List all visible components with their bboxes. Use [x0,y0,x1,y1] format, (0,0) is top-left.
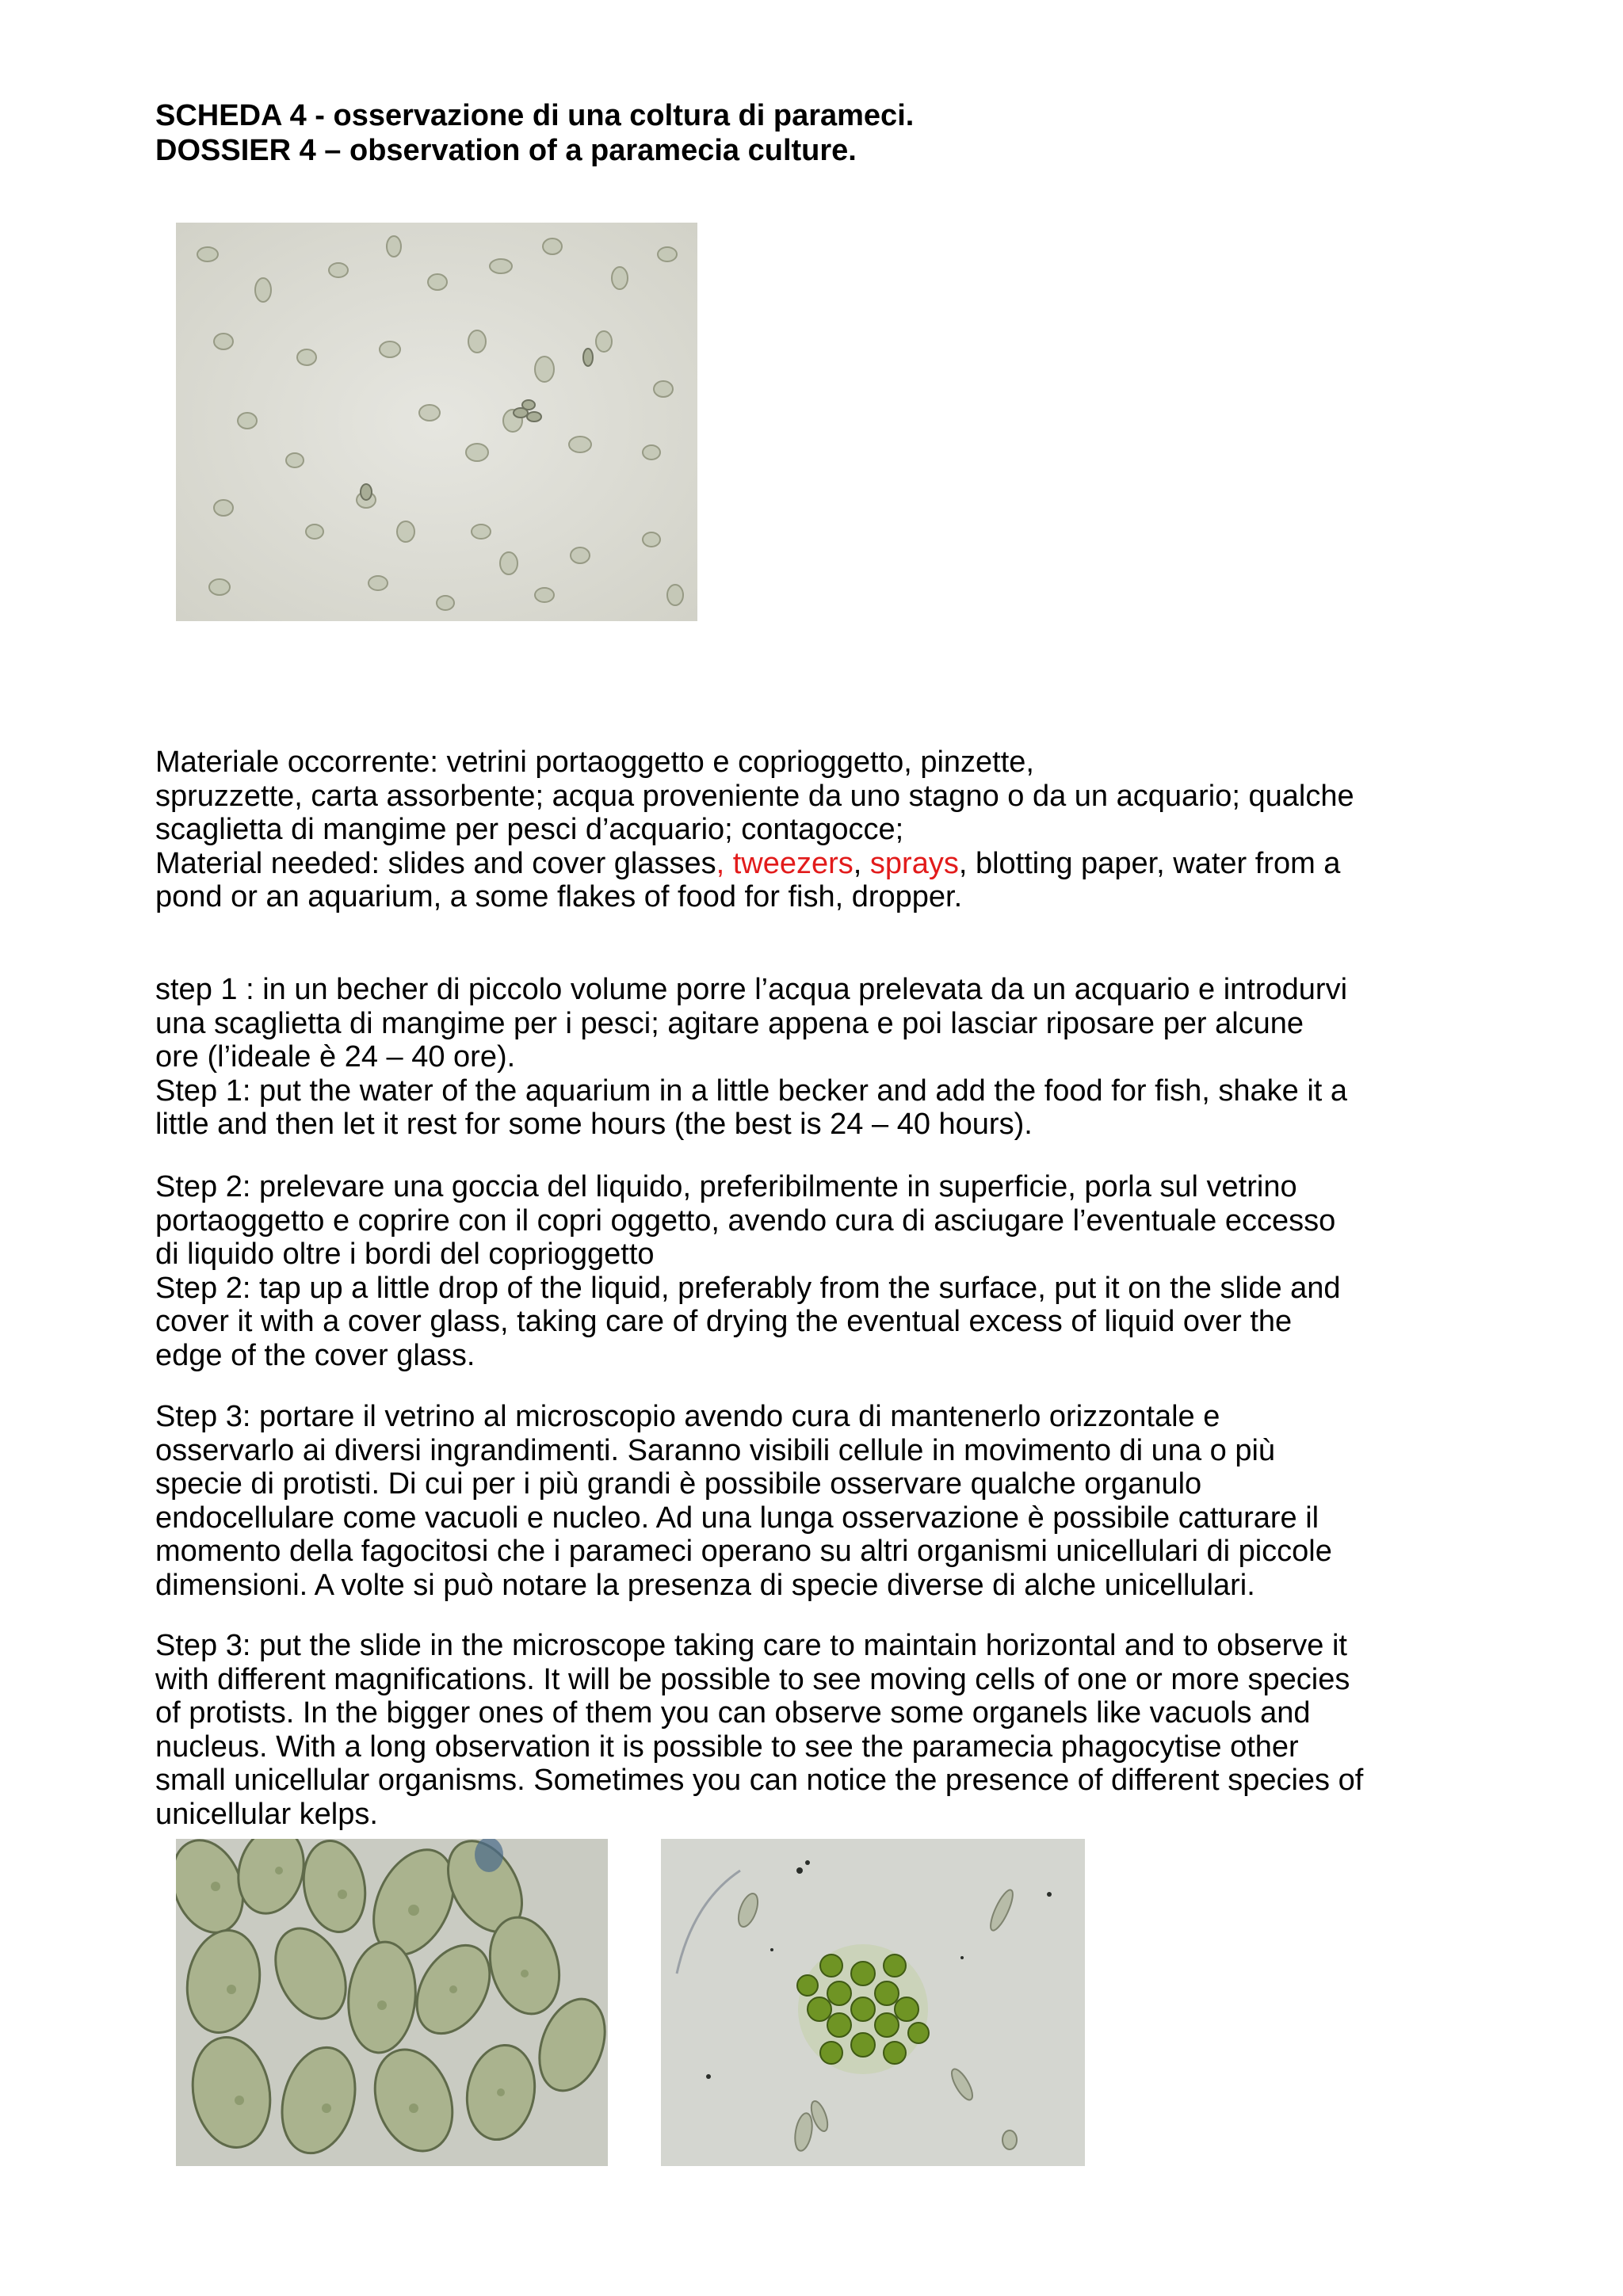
step-line: di liquido oltre i bordi del coprioggetto [155,1238,655,1271]
materials-it-line: Materiale occorrente: vetrini portaoggetto e coprioggetto, pinzette, [155,746,1034,779]
step-line: dimensioni. A volte si può notare la presenza di specie diverse di alche unicellulari. [155,1568,1255,1602]
step-line: ore (l’ideale è 24 – 40 ore). [155,1040,516,1074]
step-line: portaoggetto e coprire con il copri oggetto, avendo cura di asciugare l’eventuale eccesso [155,1203,1336,1238]
materials-en-text: Material needed: slides and cover glasses [155,846,716,880]
title-english: DOSSIER 4 – observation of a paramecia culture. [155,134,857,167]
highlight-tweezers: , tweezers [716,846,854,880]
step-line: osservarlo ai diversi ingrandimenti. Saranno visibili cellule in movimento di una o più [155,1433,1276,1467]
step-line: endocellulare come vacuoli e nucleo. Ad una lunga osservazione è possibile catturare il [155,1501,1319,1535]
step-line: specie di protisti. Di cui per i più grandi è possibile osservare qualche organulo [155,1467,1202,1501]
step-3-en-section [155,1629,1487,1831]
step-2-section [155,1170,1487,1372]
materials-it-line: scaglietta di mangime per pesci d’acquario; contagocce; [155,813,904,846]
step-line: cover it with a cover glass, taking care of drying the eventual excess of liquid over the [155,1305,1293,1338]
step-line: nucleus. With a long observation it is possible to see the paramecia phagocytise other [155,1730,1299,1764]
step-1-section [155,973,1487,1142]
step-line: Step 1: put the water of the aquarium in a little becker and add the food for fish, shake it a [155,1074,1348,1108]
materials-en-text: , blotting paper, water from a [958,846,1341,880]
materials-en-line [155,847,1487,881]
micrograph-paramecia-culture [176,223,697,621]
step-line: with different magnifications. It will be possible to see moving cells of one or more species [155,1662,1350,1696]
step-line: momento della fagocitosi che i parameci operano su altri organismi unicellulari di piccole [155,1535,1332,1568]
step-line: edge of the cover glass. [155,1338,475,1372]
materials-section [155,746,1487,914]
step-line: Step 2: prelevare una goccia del liquido, preferibilmente in superficie, porla sul vetrino [155,1170,1297,1203]
highlight-sprays: sprays [869,846,959,880]
step-line: of protists. In the bigger ones of them you can observe some organels like vacuols and [155,1696,1311,1730]
materials-en-line: pond or an aquarium, a some flakes of food for fish, dropper. [155,880,963,913]
step-3-it-section [155,1400,1487,1602]
title-italian: SCHEDA 4 - osservazione di una coltura di parameci. [155,99,915,132]
step-line: Step 2: tap up a little drop of the liquid, preferably from the surface, put it on the slide and [155,1271,1341,1305]
step-line: little and then let it rest for some hours (the best is 24 – 40 hours). [155,1108,1033,1141]
micrograph-green-algae-colony [661,1839,1085,2166]
step-line: Step 3: put the slide in the microscope taking care to maintain horizontal and to observe it [155,1629,1347,1662]
step-line: step 1 : in un becher di piccolo volume porre l’acqua prelevata da un acquario e introdurvi [155,973,1348,1006]
step-line: unicellular kelps. [155,1797,378,1831]
step-line: small unicellular organisms. Sometimes you can notice the presence of different species of [155,1764,1364,1797]
step-line: Step 3: portare il vetrino al microscopio avendo cura di mantenerlo orizzontale e [155,1400,1220,1433]
materials-it-line: spruzzette, carta assorbente; acqua proveniente da uno stagno o da un acquario; qualche [155,779,1354,813]
step-line: una scaglietta di mangime per i pesci; agitare appena e poi lasciar riposare per alcune [155,1006,1304,1040]
materials-en-text: , [853,846,870,880]
micrograph-paramecia-closeup [176,1839,608,2166]
